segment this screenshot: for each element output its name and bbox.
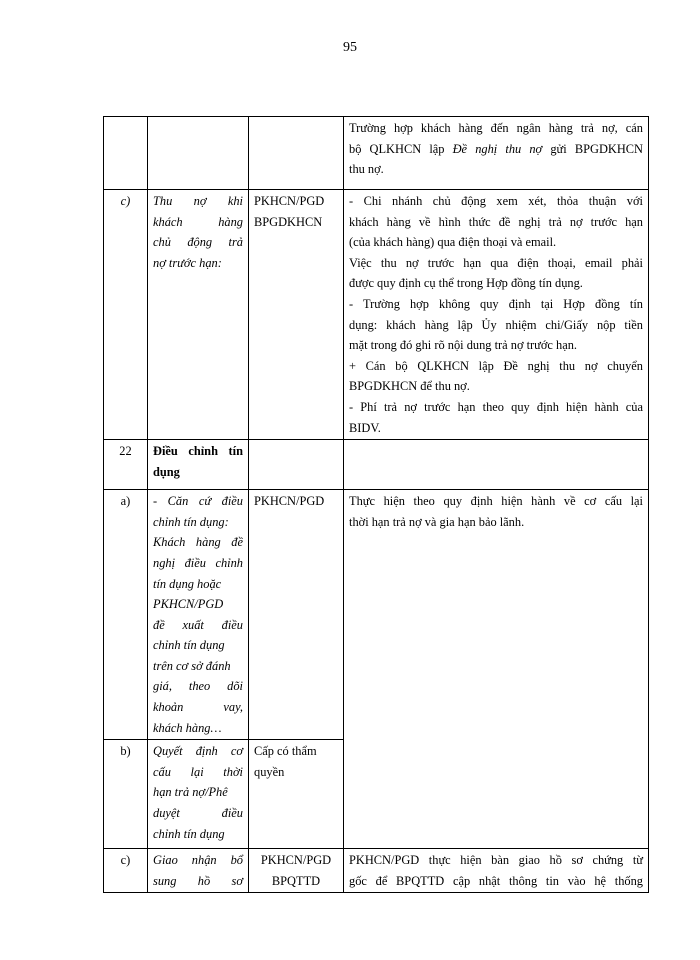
section-title-cell <box>148 440 249 490</box>
task-line: nghị điều chỉnh <box>153 555 243 570</box>
unit-line: PKHCN/PGD <box>260 853 332 868</box>
description-line: thu nợ. <box>349 162 384 177</box>
table-row <box>104 190 649 440</box>
section-title-line: Điều chỉnh tín <box>153 444 243 459</box>
document-reference: Đề nghị thu nợ <box>452 141 543 156</box>
task-line: trên cơ sở đánh <box>153 658 231 673</box>
description-line: (của khách hàng) qua điện thoại và email. <box>349 235 557 250</box>
description-cell <box>344 190 649 440</box>
description-line: Thực hiện theo quy định hiện hành về cơ cấu lại <box>349 494 643 509</box>
description-line: - Chi nhánh chủ động xem xét, thỏa thuận với <box>349 194 643 208</box>
page-number: 95 <box>343 40 357 55</box>
unit-line: Cấp có thẩm <box>254 744 317 759</box>
task-line: khách hàng <box>153 214 243 229</box>
unit-cell <box>249 490 344 740</box>
unit-cell <box>249 440 344 490</box>
unit-cell <box>249 117 344 190</box>
description-cell <box>344 490 649 849</box>
row-number <box>104 117 148 190</box>
task-line: nợ trước hạn: <box>153 255 222 270</box>
description-line: PKHCN/PGD thực hiện bàn giao hồ sơ chứng từ <box>349 853 643 868</box>
task-line: Thu nợ khi <box>153 194 243 208</box>
unit-line: BPGDKHCN <box>254 214 323 229</box>
task-line: duyệt điều <box>153 806 243 821</box>
task-line: hạn trả nợ/Phê <box>153 785 228 800</box>
row-number: c) <box>104 849 148 893</box>
unit-line: quyền <box>254 764 285 779</box>
description-line <box>349 139 643 160</box>
unit-line: BPQTTD <box>271 873 321 888</box>
task-line: cấu lại thời <box>153 764 243 779</box>
description-line: được quy định cụ thể trong Hợp đồng tín dụng. <box>349 276 583 291</box>
unit-line: PKHCN/PGD <box>254 194 325 208</box>
row-number: c) <box>104 190 148 440</box>
table-row <box>104 117 649 190</box>
description-cell <box>344 117 649 190</box>
task-cell <box>148 740 249 849</box>
unit-cell <box>249 740 344 849</box>
task-line: giá, theo dõi <box>153 679 243 694</box>
task-line: PKHCN/PGD <box>153 597 224 612</box>
description-line: Việc thu nợ trước hạn qua điện thoại, email phải <box>349 255 643 270</box>
description-line: gốc để BPQTTD cập nhật thông tin vào hệ thống <box>349 873 643 888</box>
description-line: khách hàng về hình thức đề nghị trả nợ trước hạn <box>349 214 643 229</box>
row-number: a) <box>104 490 148 740</box>
description-line: mặt trong đó ghi rõ nội dung trả nợ trước hạn. <box>349 338 578 353</box>
row-number: 22 <box>104 440 148 490</box>
section-title-line: dụng <box>153 464 180 479</box>
task-line: chỉnh tín dụng: <box>153 514 229 529</box>
description-line: + Cán bộ QLKHCN lập Đề nghị thu nợ chuyển <box>349 358 643 373</box>
unit-line: PKHCN/PGD <box>254 494 325 509</box>
task-line: Khách hàng đề <box>153 535 243 550</box>
task-line: - Căn cứ điều <box>153 494 243 509</box>
procedure-table <box>103 116 649 893</box>
description-text: bộ QLKHCN lập <box>349 141 453 156</box>
description-line: BPGDKHCN để thu nợ. <box>349 379 470 394</box>
unit-cell <box>249 190 344 440</box>
description-line: - Trường hợp không quy định tại Hợp đồng tín <box>349 296 643 311</box>
description-text: gửi BPGDKHCN <box>542 141 643 156</box>
row-number: b) <box>104 740 148 849</box>
table-row <box>104 440 649 490</box>
task-line: Quyết định cơ <box>153 744 243 759</box>
description-cell <box>344 440 649 490</box>
task-line: chủ động trả <box>153 235 243 250</box>
unit-cell <box>249 849 344 893</box>
task-cell <box>148 490 249 740</box>
task-line: Giao nhận bổ <box>153 853 243 868</box>
description-line: BIDV. <box>349 420 381 435</box>
task-cell <box>148 117 249 190</box>
task-line: chỉnh tín dụng <box>153 638 225 653</box>
description-line: dụng: khách hàng lập Ủy nhiệm chi/Giấy nộp tiền <box>349 317 643 332</box>
description-cell <box>344 849 649 893</box>
description-line: - Phí trả nợ trước hạn theo quy định hiện hành của <box>349 399 643 414</box>
task-cell <box>148 849 249 893</box>
task-line: đề xuất điều <box>153 617 243 632</box>
table-row <box>104 490 649 740</box>
task-line: khoản vay, <box>153 700 243 715</box>
table-row <box>104 849 649 893</box>
task-cell <box>148 190 249 440</box>
task-line: sung hồ sơ <box>153 873 243 888</box>
description-line: thời hạn trả nợ và gia hạn bảo lãnh. <box>349 514 525 529</box>
task-line: chỉnh tín dụng <box>153 826 225 841</box>
task-line: khách hàng… <box>153 720 222 735</box>
task-line: tín dụng hoặc <box>153 576 222 591</box>
description-line: Trường hợp khách hàng đến ngân hàng trả nợ, cán <box>349 121 643 135</box>
